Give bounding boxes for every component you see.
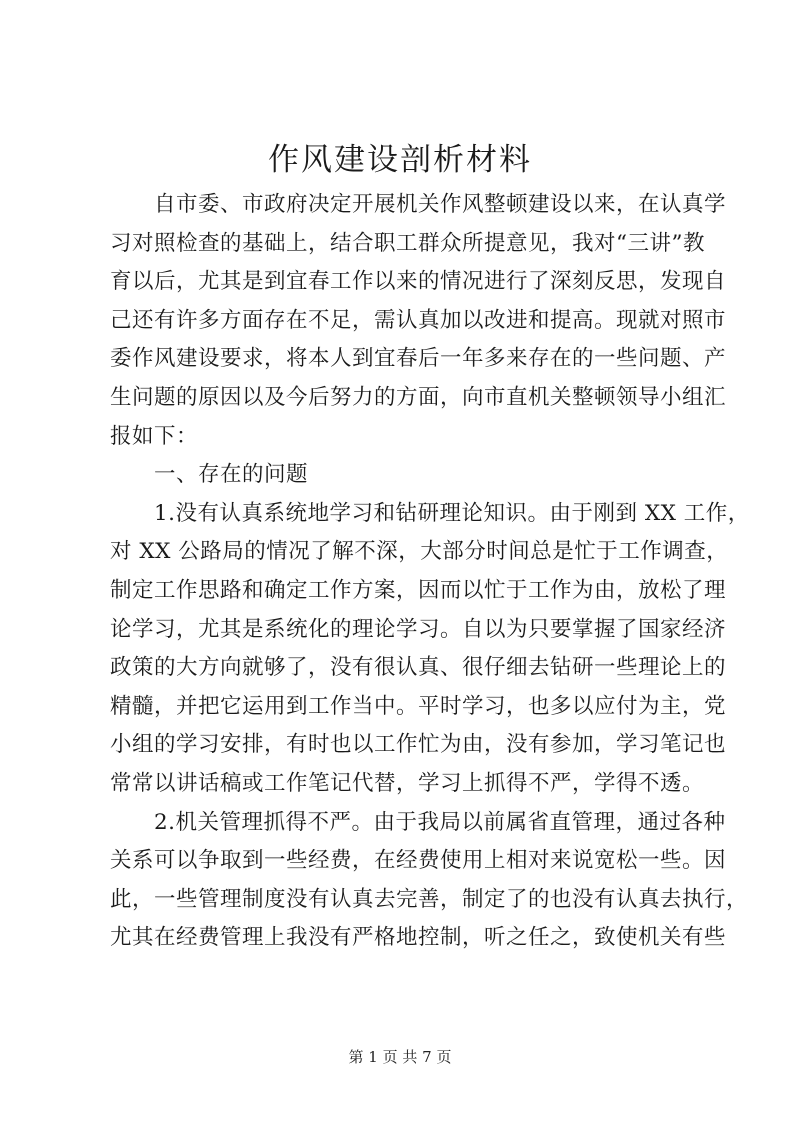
- paragraph-line: 尤其在经费管理上我没有严格地控制，听之任之，致使机关有些: [110, 925, 727, 951]
- paragraph-line: 自市委、市政府决定开展机关作风整顿建设以来，在认真学: [154, 192, 727, 217]
- paragraph-line: 此，一些管理制度没有认真去完善，制定了的也没有认真去执行，: [110, 886, 749, 912]
- paragraph-line: 对 XX 公路局的情况了解不深，大部分时间总是忙于工作调查，: [110, 539, 729, 565]
- paragraph-line: 己还有许多方面存在不足，需认真加以改进和提高。现就对照市: [110, 307, 727, 333]
- paragraph-line: 委作风建设要求，将本人到宜春后一年多来存在的一些问题、产: [110, 346, 727, 372]
- document-body: [110, 186, 750, 958]
- paragraph-line: 习对照检查的基础上，结合职工群众所提意见，我对“三讲”教: [110, 230, 705, 256]
- section-heading: 一、存在的问题: [154, 462, 309, 488]
- paragraph-line: 关系可以争取到一些经费，在经费使用上相对来说宽松一些。因: [110, 848, 727, 874]
- paragraph-line: 小组的学习安排，有时也以工作忙为由，没有参加，学习笔记也: [110, 732, 727, 758]
- page-footer: 第 1 页 共 7 页: [348, 1048, 452, 1066]
- paragraph-line: 政策的大方向就够了，没有很认真、很仔细去钻研一些理论上的: [110, 655, 727, 681]
- paragraph-line: 2.机关管理抓得不严。由于我局以前属省直管理，通过各种: [154, 809, 726, 835]
- document-title: 作风建设剖析材料: [268, 142, 532, 178]
- paragraph-line: 1.没有认真系统地学习和钻研理论知识。由于刚到 XX 工作，: [154, 500, 750, 526]
- paragraph-line: 常常以讲话稿或工作笔记代替，学习上抓得不严，学得不透。: [110, 770, 705, 796]
- paragraph-line: 生问题的原因以及今后努力的方面，向市直机关整顿领导小组汇: [110, 384, 727, 410]
- paragraph-line: 报如下：: [110, 423, 199, 449]
- paragraph-line: 论学习，尤其是系统化的理论学习。自以为只要掌握了国家经济: [110, 616, 727, 642]
- paragraph-line: 育以后，尤其是到宜春工作以来的情况进行了深刻反思，发现自: [110, 269, 727, 295]
- paragraph-line: 精髓，并把它运用到工作当中。平时学习，也多以应付为主，党: [110, 693, 727, 719]
- paragraph-line: 制定工作思路和确定工作方案，因而以忙于工作为由，放松了理: [110, 577, 727, 603]
